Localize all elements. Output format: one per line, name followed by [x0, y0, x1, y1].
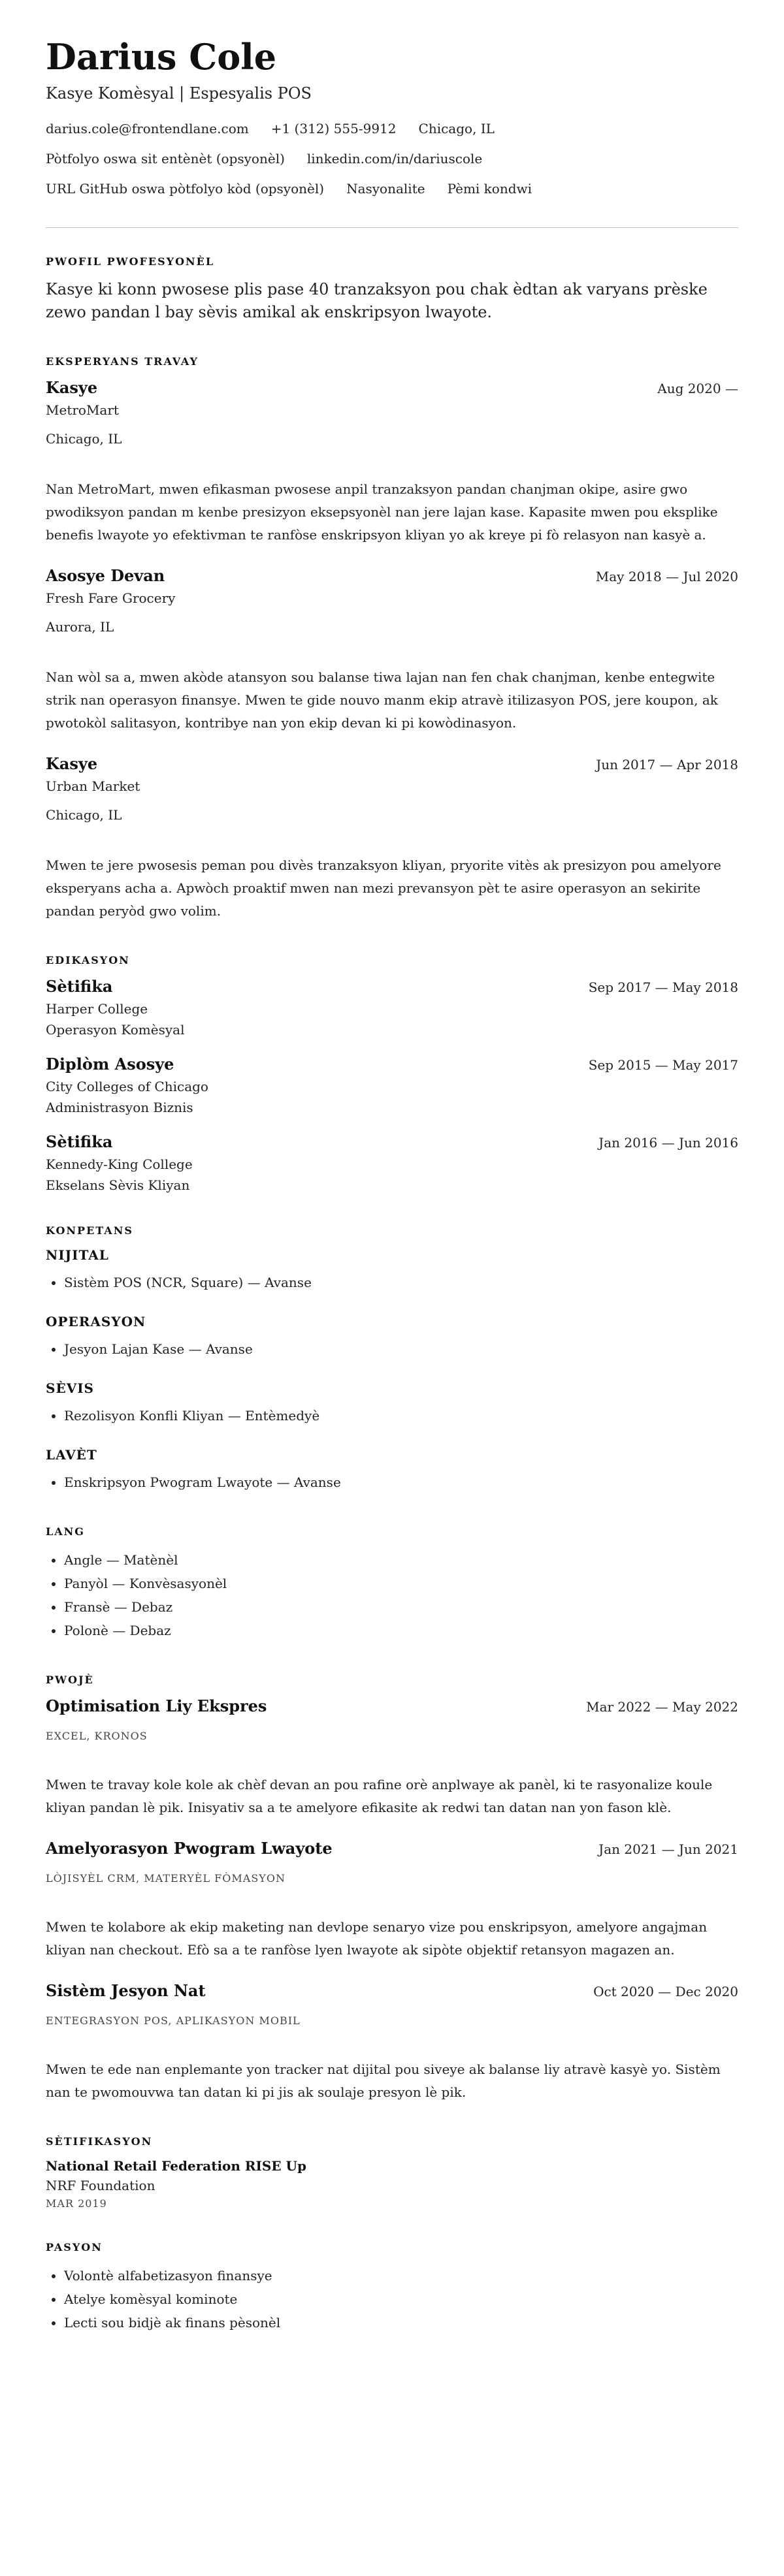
experience-entry — [46, 754, 738, 923]
education-school: Harper College — [46, 1000, 148, 1017]
education-dates: Sep 2017 — May 2018 — [588, 979, 738, 995]
project-tech: LÒJISYÈL CRM, MATERYÈL FÒMASYON — [46, 1871, 286, 1884]
education-school: Kennedy-King College — [46, 1156, 193, 1172]
interest-list — [46, 2264, 738, 2334]
language-item: • Panyòl — Konvèsasyonèl — [64, 1572, 738, 1595]
project-description: Mwen te kolabore ak ekip maketing nan devlope senaryo vize pou enskripsyon, amelyore angajman kliyan nan checkout. Efò sa a te ranfòse lyen lwayote ak sipòte objektif retansyon magazen an. — [46, 1918, 708, 1958]
experience-location: Chicago, IL — [46, 806, 122, 823]
contact-phone[interactable]: +1 (312) 555-9912 — [270, 121, 397, 137]
experience-company: MetroMart — [46, 402, 119, 418]
experience-role: Kasye — [46, 377, 98, 397]
certification-name: National Retail Federation RISE Up — [46, 2157, 306, 2174]
project-dates: Mar 2022 — May 2022 — [586, 1698, 738, 1715]
interests-section-title: PASYON — [46, 2240, 103, 2253]
experience-entry — [46, 566, 738, 735]
skill-item: • Rezolisyon Konfli Kliyan — Entèmedyè — [64, 1404, 738, 1427]
experience-company: Urban Market — [46, 778, 140, 794]
profile-summary: Kasye ki konn pwosese plis pase 40 tranzaksyon pou chak èdtan ak varyans prèske zewo pandan l bay sèvis amikal ak enskripsyon lwayote. — [46, 280, 708, 322]
education-entry — [46, 977, 738, 1038]
project-dates: Oct 2020 — Dec 2020 — [593, 1983, 738, 1999]
experience-location: Aurora, IL — [46, 618, 114, 635]
contact-portfolio[interactable]: Pòtfolyo oswa sit entènèt (opsyonèl) — [46, 151, 285, 167]
projects-section — [46, 1674, 738, 2104]
education-section — [46, 954, 738, 1193]
contact-row-2 — [46, 151, 738, 167]
languages-section — [46, 1525, 738, 1642]
candidate-headline: Kasye Komèsyal | Espesyalis POS — [46, 84, 312, 103]
certification-date: MAR 2019 — [46, 2197, 107, 2210]
experience-company: Fresh Fare Grocery — [46, 590, 176, 606]
education-entry — [46, 1132, 738, 1193]
interests-section — [46, 2241, 738, 2334]
education-field: Administrasyon Biznis — [46, 1099, 193, 1115]
contact-email[interactable]: darius.cole@frontendlane.com — [46, 121, 249, 137]
skill-item: • Jesyon Lajan Kase — Avanse — [64, 1337, 738, 1361]
experience-dates: Jun 2017 — Apr 2018 — [596, 756, 738, 772]
education-dates: Jan 2016 — Jun 2016 — [598, 1134, 738, 1151]
education-school: City Colleges of Chicago — [46, 1078, 208, 1094]
skill-list — [46, 1471, 738, 1494]
education-degree: Diplòm Asosye — [46, 1054, 174, 1073]
experience-role: Asosye Devan — [46, 565, 165, 585]
header-divider — [46, 227, 738, 228]
experience-dates: May 2018 — Jul 2020 — [595, 568, 738, 584]
project-tech: ENTEGRASYON POS, APLIKASYON MOBIL — [46, 2014, 301, 2027]
language-item: • Fransè — Debaz — [64, 1595, 738, 1619]
candidate-name: Darius Cole — [46, 36, 277, 78]
skill-list — [46, 1271, 738, 1294]
skill-list — [46, 1337, 738, 1361]
certifications-section-title: SÈTIFIKASYON — [46, 2135, 153, 2148]
experience-dates: Aug 2020 — — [657, 380, 738, 396]
skills-section — [46, 1224, 738, 1494]
contact-row-1 — [46, 121, 738, 137]
skill-group-title: SÈVIS — [46, 1380, 95, 1396]
profile-section — [46, 255, 738, 324]
resume-page — [46, 0, 738, 2398]
education-field: Ekselans Sèvis Kliyan — [46, 1177, 190, 1193]
interest-item: • Atelye komèsyal kominote — [64, 2287, 738, 2311]
skill-list — [46, 1404, 738, 1427]
project-name: Sistèm Jesyon Nat — [46, 1980, 206, 2000]
skill-item: • Enskripsyon Pwogram Lwayote — Avanse — [64, 1471, 738, 1494]
certification-org: NRF Foundation — [46, 2177, 155, 2193]
experience-role: Kasye — [46, 754, 98, 773]
education-dates: Sep 2015 — May 2017 — [588, 1057, 738, 1073]
interest-item: • Volontè alfabetizasyon finansye — [64, 2264, 738, 2287]
project-name: Amelyorasyon Pwogram Lwayote — [46, 1838, 333, 1858]
interest-item: • Lecti sou bidjè ak finans pèsonèl — [64, 2311, 738, 2334]
education-entry — [46, 1055, 738, 1115]
experience-description: Nan wòl sa a, mwen akòde atansyon sou balanse tiwa lajan nan fen chak chanjman, kenbe entegwite strik nan operasyon finansye. Mwen te gide nouvo manm ekip atravè itilizasyon POS, jere koupon, ak pwotokòl salitasyon, kontribye nan yon ekip devan ki pi kowòdinasyon. — [46, 669, 718, 731]
language-item: • Polonè — Debaz — [64, 1619, 738, 1642]
contact-nationality: Nasyonalite — [346, 181, 425, 197]
skill-item: • Sistèm POS (NCR, Square) — Avanse — [64, 1271, 738, 1294]
language-item: • Angle — Matènèl — [64, 1548, 738, 1572]
contact-location: Chicago, IL — [418, 121, 495, 137]
project-description: Mwen te travay kole kole ak chèf devan an pou rafine orè anplwaye ak panèl, ki te rasyonalize koule kliyan pandan lè pik. Inisyativ sa a te amelyore efikasite ak redwi tan datan nan yon fason klè. — [46, 1776, 713, 1815]
project-name: Optimisation Liy Ekspres — [46, 1696, 267, 1715]
profile-section-title: PWOFIL PWOFESYONÈL — [46, 255, 215, 268]
contact-linkedin[interactable]: linkedin.com/in/dariuscole — [306, 151, 483, 167]
project-entry — [46, 1696, 738, 1819]
languages-section-title: LANG — [46, 1525, 85, 1538]
project-entry — [46, 1981, 738, 2104]
skills-section-title: KONPETANS — [46, 1224, 133, 1237]
language-list — [46, 1548, 738, 1642]
certifications-section — [46, 2135, 738, 2210]
project-description: Mwen te ede nan enplemante yon tracker nat dijital pou siveye ak balanse liy atravè kasyè yo. Sistèm nan te pwomouvwa tan datan ki pi jis ak soulaje presyon lè pik. — [46, 2061, 721, 2100]
experience-description: Nan MetroMart, mwen efikasman pwosese anpil tranzaksyon pandan chanjman okipe, asire gwo pwodiksyon pandan m kenbe presizyon eksepsyonèl nan jere lajan kase. Kapasite mwen pou eksplike benefis lwayote yo efektivman te ranfòse enskripsyon kliyan yo ak kreye pi fò relasyon nan kasyè a. — [46, 481, 718, 543]
education-section-title: EDIKASYON — [46, 953, 130, 966]
contact-row-3 — [46, 181, 738, 197]
experience-section-title: EKSPERYANS TRAVAY — [46, 355, 199, 368]
skill-group-title: OPERASYON — [46, 1313, 146, 1329]
education-field: Operasyon Komèsyal — [46, 1021, 185, 1038]
project-entry — [46, 1839, 738, 1962]
certification-entry — [46, 2158, 738, 2210]
resume-header — [46, 38, 738, 197]
education-degree: Sètifika — [46, 976, 113, 996]
experience-description: Mwen te jere pwosesis peman pou divès tranzaksyon kliyan, pryorite vitès ak presizyon pou amelyore eksperyans acha a. Apwòch proaktif mwen nan mezi prevansyon pèt te asire operasyon an sekirite pandan peryòd gwo volim. — [46, 857, 721, 919]
experience-location: Chicago, IL — [46, 430, 122, 447]
project-dates: Jan 2021 — Jun 2021 — [598, 1841, 738, 1857]
skill-group-title: LAVÈT — [46, 1446, 97, 1463]
skill-group-title: NIJITAL — [46, 1247, 109, 1263]
contact-github[interactable]: URL GitHub oswa pòtfolyo kòd (opsyonèl) — [46, 181, 325, 197]
experience-entry — [46, 378, 738, 547]
experience-section — [46, 355, 738, 923]
education-degree: Sètifika — [46, 1132, 113, 1151]
projects-section-title: PWOJÈ — [46, 1673, 94, 1686]
project-tech: EXCEL, KRONOS — [46, 1729, 148, 1742]
contact-permit: Pèmi kondwi — [447, 181, 532, 197]
